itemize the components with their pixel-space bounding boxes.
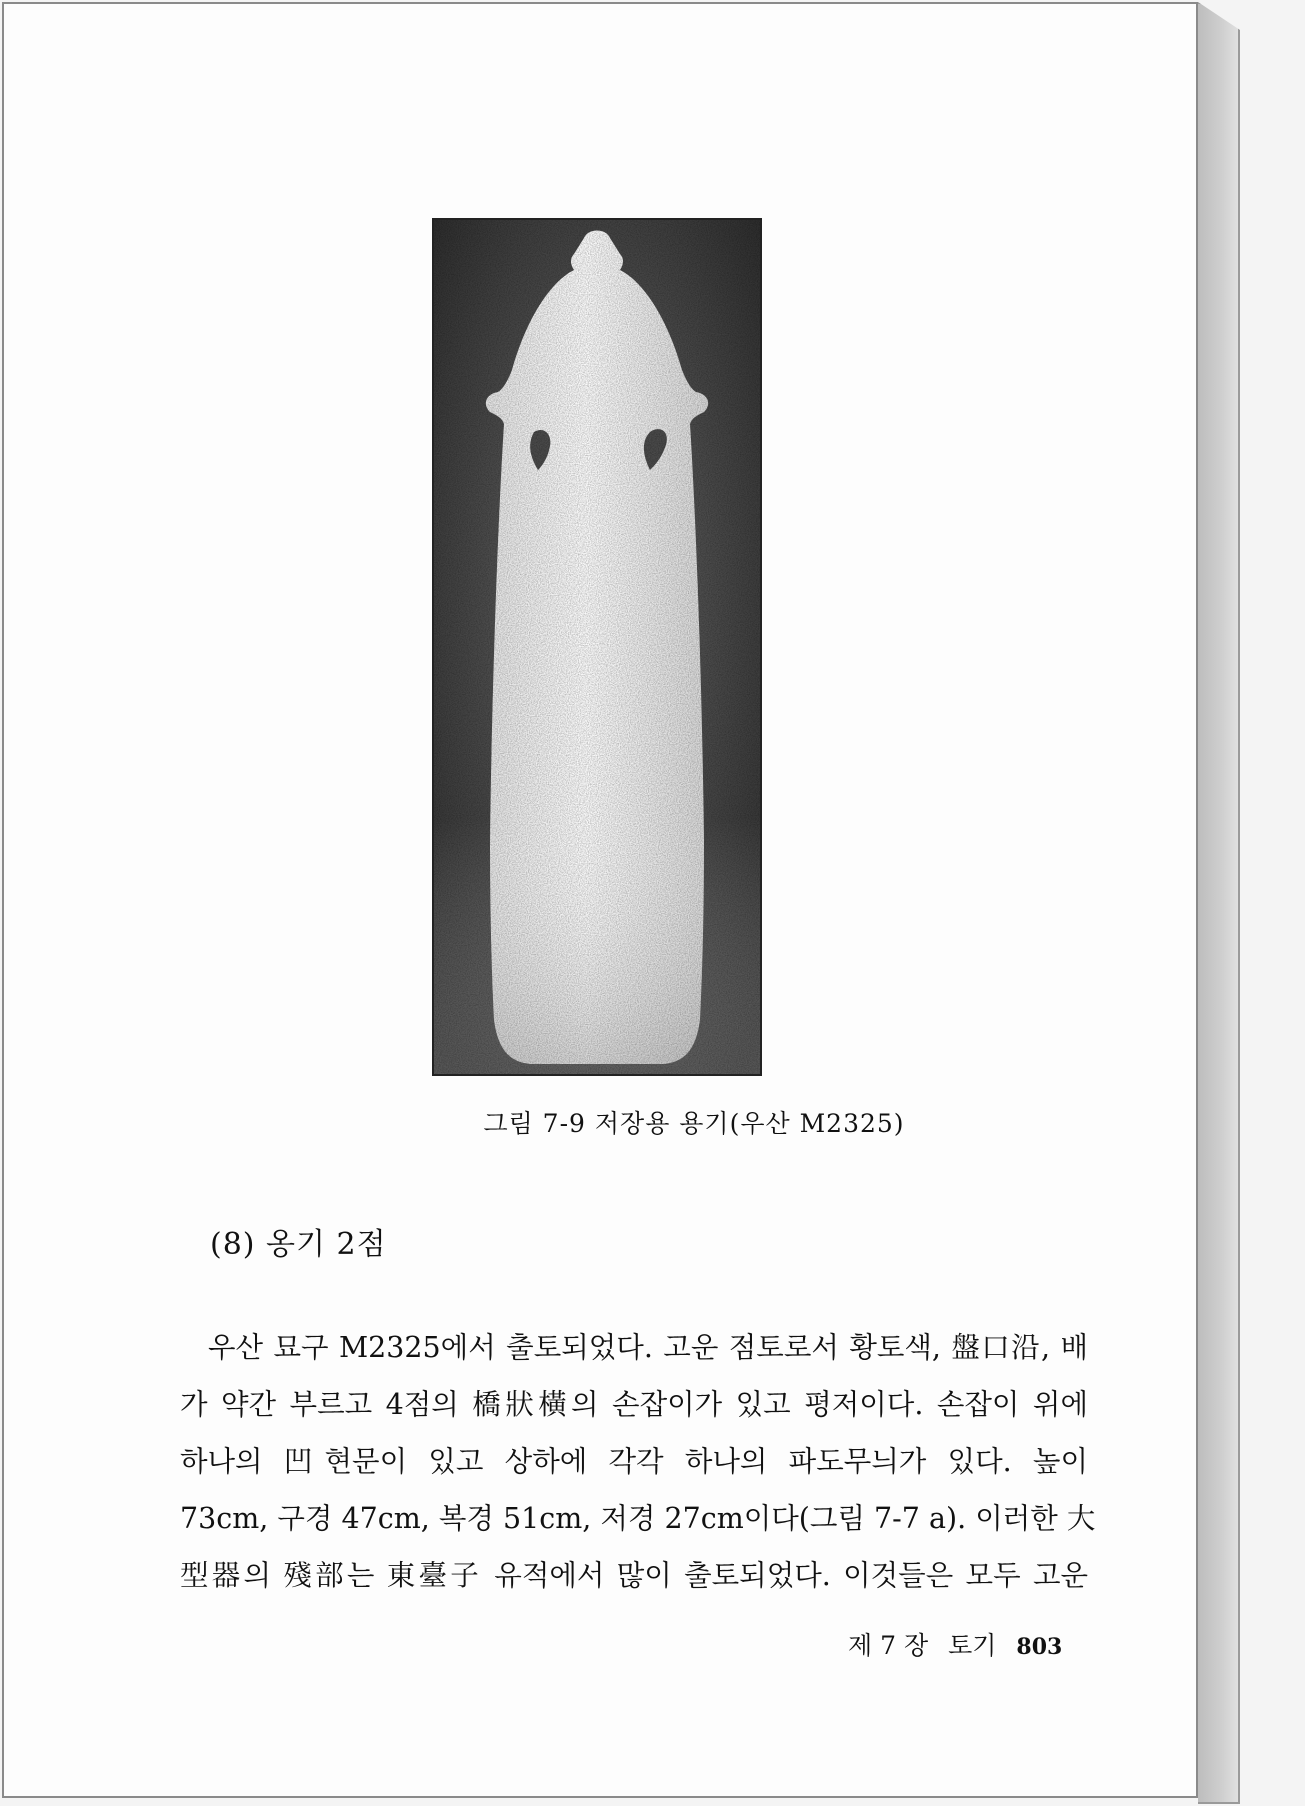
paragraph-line: 하나의 凹현문이 있고 상하에 각각 하나의 파도무늬가 있다. 높이 [180, 1445, 1088, 1478]
storage-jar-photo [432, 218, 762, 1076]
book-page [2, 2, 1198, 1798]
section-heading: (8) 옹기 2점 [210, 1227, 387, 1262]
chapter-title: 토기 [948, 1631, 997, 1660]
paragraph-line: 우산 묘구 M2325에서 출토되었다. 고운 점토로서 황토색, 盤口沿, 배 [208, 1331, 1088, 1364]
figure-caption: 그림 7-9 저장용 용기(우산 M2325) [483, 1109, 905, 1138]
chapter-label: 제 7 장 [848, 1631, 929, 1660]
paragraph-line: 가 약간 부르고 4점의 橋狀橫의 손잡이가 있고 평저이다. 손잡이 위에 [180, 1388, 1088, 1421]
page-stack-edge [1198, 2, 1240, 1804]
paragraph-line: 73cm, 구경 47cm, 복경 51cm, 저경 27cm이다(그림 7-7 a). 이러한 大 [180, 1502, 1096, 1535]
paragraph-line: 型器의 殘部는 東臺子 유적에서 많이 출토되었다. 이것들은 모두 고운 [180, 1559, 1088, 1592]
page-number: 803 [1016, 1634, 1063, 1660]
body-paragraph [180, 1319, 1096, 1604]
jar-illustration [434, 220, 760, 1074]
photo-grain [434, 220, 760, 1074]
page-footer [848, 1626, 1062, 1662]
